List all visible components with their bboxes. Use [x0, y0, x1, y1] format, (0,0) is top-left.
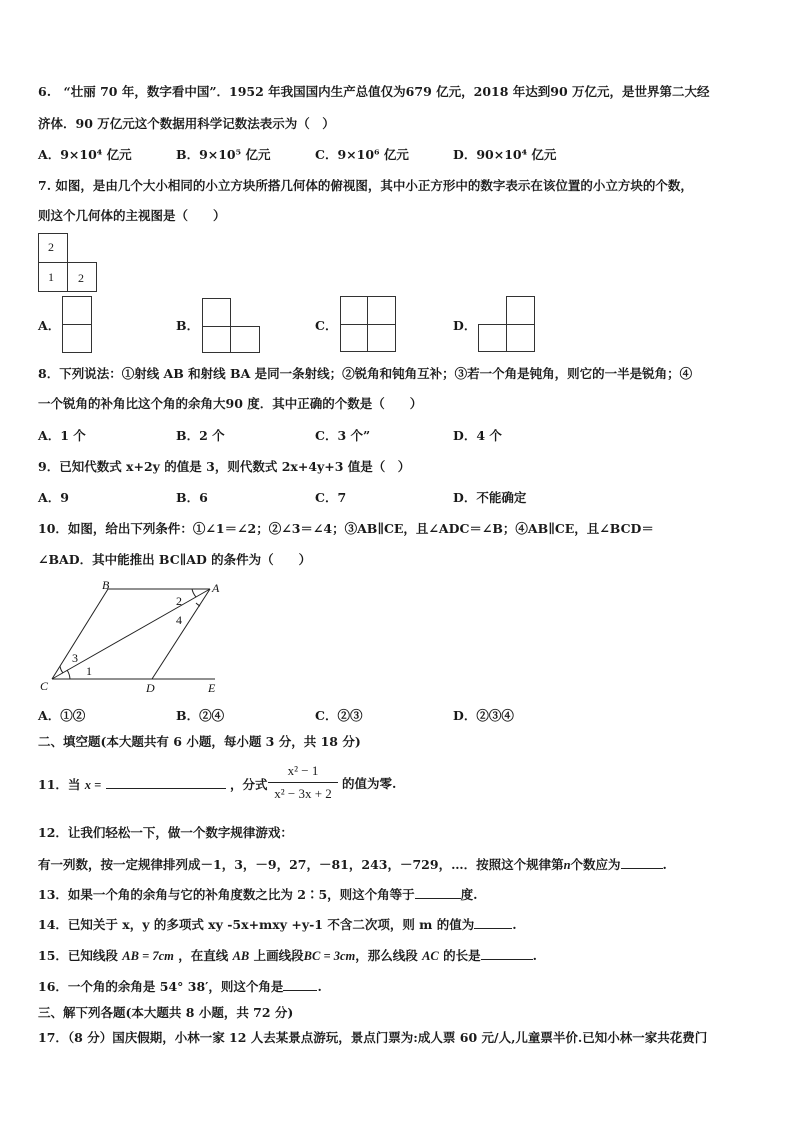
- q12-text-b: 个数应为: [570, 857, 621, 872]
- q14-answer-blank[interactable]: [474, 916, 512, 929]
- q10-option-b: B．②④: [176, 708, 225, 723]
- q12-end: .: [662, 857, 667, 872]
- q15-e: 的长是: [443, 948, 481, 963]
- q15-ac: AC: [422, 949, 439, 963]
- q15-ab2: AB: [232, 949, 250, 963]
- q15-answer-blank[interactable]: [481, 947, 533, 960]
- q8-option-c: C．3 个”: [315, 428, 371, 443]
- q10-parallelogram-figure: [30, 578, 230, 698]
- q7-option-a: A．: [38, 318, 61, 333]
- q7-line2: 则这个几何体的主视图是（ ）: [38, 208, 226, 223]
- q10-option-d: D．②③④: [453, 708, 514, 723]
- q14-line: [38, 916, 517, 933]
- q7-option-c: C．: [315, 318, 338, 333]
- q6-line1: 6. “壮丽 70 年，数字看中国”．1952 年我国国内生产总值仅为679 亿元，2018 年达到90 万亿元，是世界第二大经: [38, 84, 710, 99]
- q12-line2: [38, 856, 667, 873]
- q11-numerator: x² − 1: [287, 763, 319, 778]
- q15-end: .: [532, 948, 538, 963]
- grid-number: 2: [78, 271, 84, 285]
- q12-answer-blank[interactable]: [621, 856, 663, 869]
- q7-line1: 7. 如图，是由几个大小相同的小立方块所搭几何体的俯视图，其中小正方形中的数字表示在该位置的小立方块的个数，: [38, 178, 693, 193]
- q15-d: ，那么线段: [355, 948, 418, 963]
- q15-c: 上画线段: [253, 948, 304, 963]
- q12-text: 有一列数，按一定规律排列成－1，3，－9，27，－81，243，－729，…．按照这个规律第: [38, 857, 564, 872]
- q14-end: .: [512, 917, 517, 932]
- q6-option-d: D．90×10⁴ 亿元: [453, 147, 557, 162]
- q9-option-c: C．7: [315, 490, 347, 505]
- q10-line2: ∠BAD．其中能推出 BC∥AD 的条件为（ ）: [38, 552, 312, 567]
- angle-4-label: 4: [176, 613, 182, 627]
- q12-line1: 12．让我们轻松一下，做一个数字规律游戏：: [38, 825, 293, 840]
- q13-answer-blank[interactable]: [415, 886, 461, 899]
- section-3-heading: 三、解下列各题(本大题共 8 小题，共 72 分): [38, 1005, 294, 1020]
- q8-line1: 8．下列说法：①射线 AB 和射线 BA 是同一条射线；②锐角和钝角互补；③若一个角是钝角，则它的一半是锐角；④: [38, 366, 693, 381]
- label-b: B: [102, 578, 110, 592]
- q8-option-b: B．2 个: [176, 428, 225, 443]
- q14-text: 14．已知关于 x，y 的多项式 xy -5x+mxy +y-1 不含二次项，则 m 的值为: [38, 917, 475, 932]
- q11-mid: ，分式: [229, 777, 268, 792]
- q10-line1: 10．如图，给出下列条件：①∠1＝∠2；②∠3＝∠4；③AB∥CE，且∠ADC＝∠B；④AB∥CE，且∠BCD＝: [38, 521, 654, 536]
- q13-line: [38, 886, 478, 903]
- label-e: E: [208, 681, 216, 695]
- q7-option-b: B．: [176, 318, 200, 333]
- q11-line: [38, 776, 268, 793]
- q6-option-b: B．9×10⁵ 亿元: [176, 147, 271, 162]
- q8-line2: 一个锐角的补角比这个角的余角大90 度．其中正确的个数是（ ）: [38, 396, 423, 411]
- q16-answer-blank[interactable]: [283, 978, 317, 991]
- q8-option-a: A．1 个: [38, 428, 86, 443]
- q13-text: 13．如果一个角的余角与它的补角度数之比为 2∶5，则这个角等于: [38, 887, 415, 902]
- q15-ab: AB = 7cm: [122, 949, 174, 963]
- q6-option-a: A．9×10⁴ 亿元: [38, 147, 132, 162]
- q15-a: 15．已知线段: [38, 948, 118, 963]
- grid-number: 2: [48, 240, 54, 254]
- section-2-heading: 二、填空题(本大题共有 6 小题，每小题 3 分，共 18 分): [38, 734, 361, 749]
- q10-option-c: C．②③: [315, 708, 363, 723]
- q9-option-a: A．9: [38, 490, 69, 505]
- q15-b: ，在直线: [178, 948, 229, 963]
- q17-line1: 17．（8 分）国庆假期，小林一家 12 人去某景点游玩，景点门票为:成人票 60 元/人,儿童票半价.已知小林一家共花费门: [38, 1030, 708, 1045]
- angle-2-label: 2: [176, 594, 182, 608]
- q9-option-b: B．6: [176, 490, 208, 505]
- q7-option-d: D．: [453, 318, 477, 333]
- q11-answer-blank[interactable]: [106, 776, 226, 789]
- q13-end: 度.: [460, 887, 478, 902]
- q9-line1: 9．已知代数式 x+2y 的值是 3，则代数式 2x+4y+3 值是（ ）: [38, 459, 411, 474]
- label-a: A: [212, 581, 220, 595]
- angle-1-label: 1: [86, 664, 92, 678]
- label-d: D: [146, 681, 155, 695]
- grid-number: 1: [48, 270, 54, 284]
- q11-var: x =: [84, 778, 102, 792]
- q9-option-d: D．不能确定: [453, 490, 527, 505]
- q11-prefix: 11．当: [38, 777, 81, 792]
- q15-bc: BC = 3cm: [303, 949, 356, 963]
- q6-line2: 济体．90 万亿元这个数据用科学记数法表示为（ ）: [38, 116, 335, 131]
- q16-line: [38, 978, 322, 995]
- q11-denominator: x² − 3x + 2: [274, 786, 332, 801]
- label-c: C: [40, 679, 49, 693]
- q11-suffix: 的值为零.: [342, 776, 397, 791]
- q16-end: .: [317, 979, 322, 994]
- q8-option-d: D．4 个: [453, 428, 502, 443]
- q6-option-c: C．9×10⁶ 亿元: [315, 147, 409, 162]
- q15-line: [38, 947, 537, 964]
- angle-3-label: 3: [72, 651, 78, 665]
- q16-text: 16．一个角的余角是 54° 38′，则这个角是: [38, 979, 284, 994]
- q12-n: n: [563, 858, 571, 872]
- fraction-bar: [268, 782, 338, 783]
- q10-option-a: A．①②: [38, 708, 86, 723]
